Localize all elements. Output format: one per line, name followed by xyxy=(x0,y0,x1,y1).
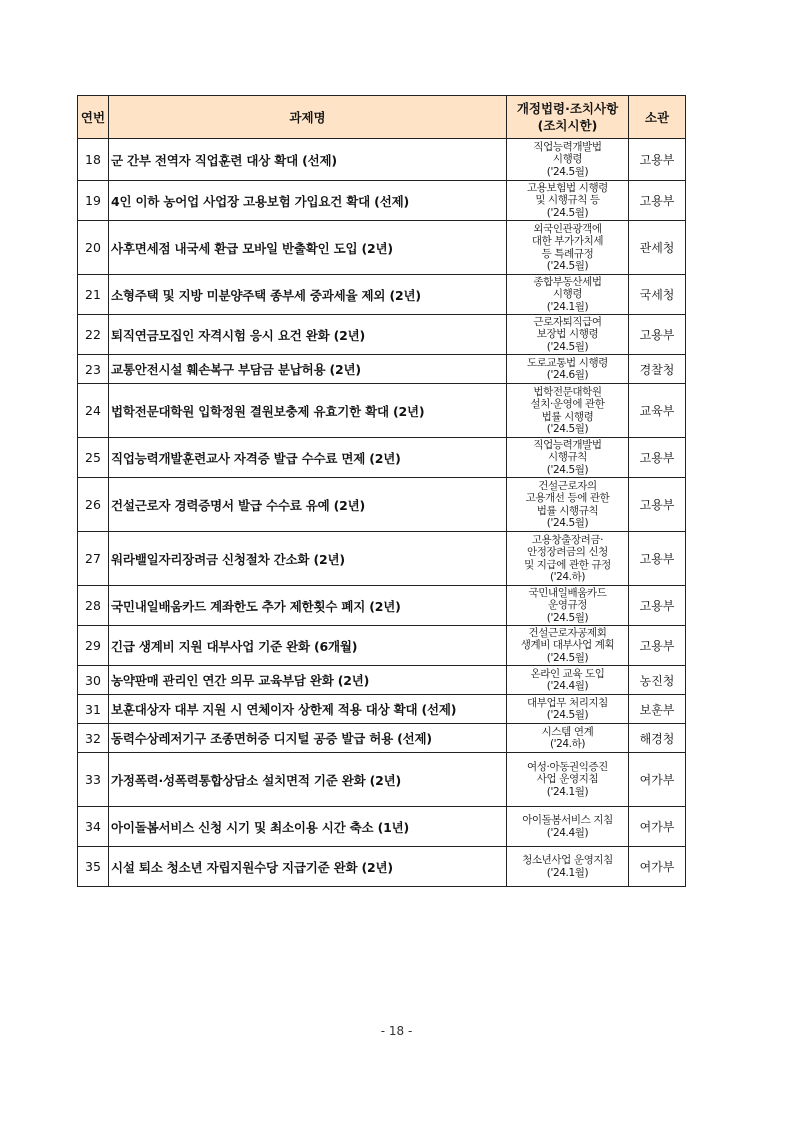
task-name: 아이돌봄서비스 신청 시기 및 최소이용 시간 축소 (1년) xyxy=(109,807,507,847)
law-action-line: 안정장려금의 신청 xyxy=(527,546,608,558)
header-task: 과제명 xyxy=(109,96,507,139)
table-header-row xyxy=(78,96,686,139)
table-row xyxy=(78,807,686,847)
law-action-cell xyxy=(507,532,629,586)
law-action-cell xyxy=(507,355,629,384)
agency: 고용부 xyxy=(629,586,686,626)
row-number: 27 xyxy=(78,532,109,586)
law-action-line: 법률 시행령 xyxy=(541,410,594,423)
task-name: 동력수상레저기구 조종면허증 디지털 공증 발급 허용 (선제) xyxy=(109,724,507,753)
law-action-line: 보장법 시행령 xyxy=(536,328,599,341)
table-row xyxy=(78,139,686,181)
header-law-line2: (조치시한) xyxy=(537,118,598,133)
law-action-line: ('24.6월) xyxy=(546,369,589,381)
law-action-line: ('24.하) xyxy=(549,571,586,583)
law-action-cell xyxy=(507,438,629,478)
law-action-line: 및 지급에 관한 규정 xyxy=(524,558,611,571)
row-number: 24 xyxy=(78,384,109,438)
law-action-line: 고용창출장려금· xyxy=(531,533,604,546)
agency: 경찰청 xyxy=(629,355,686,384)
task-name: 퇴직연금모집인 자격시험 응시 요건 완화 (2년) xyxy=(109,315,507,355)
agency: 여가부 xyxy=(629,753,686,807)
table-row xyxy=(78,532,686,586)
law-action-line: 국민내일배움카드 xyxy=(528,586,607,599)
table-row xyxy=(78,724,686,753)
law-action-line: 및 시행규칙 등 xyxy=(535,194,600,207)
law-action-line: 직업능력개발법 xyxy=(533,140,602,153)
law-action-cell xyxy=(507,586,629,626)
law-action-line: 건설근로자공제회 xyxy=(528,626,607,639)
agency: 고용부 xyxy=(629,532,686,586)
law-action-cell xyxy=(507,807,629,847)
row-number: 21 xyxy=(78,275,109,315)
law-action-line: 시행규칙 xyxy=(548,451,587,464)
table-row xyxy=(78,666,686,695)
law-action-line: 온라인 교육 도입 xyxy=(530,667,605,680)
law-action-line: 건설근로자의 xyxy=(538,479,597,492)
law-action-line: 직업능력개발법 xyxy=(533,438,602,451)
law-action-cell xyxy=(507,315,629,355)
table-row xyxy=(78,384,686,438)
law-action-line: 고용개선 등에 관한 xyxy=(525,492,610,504)
table-row xyxy=(78,847,686,887)
table-row xyxy=(78,586,686,626)
row-number: 22 xyxy=(78,315,109,355)
row-number: 28 xyxy=(78,586,109,626)
task-name: 군 간부 전역자 직업훈련 대상 확대 (선제) xyxy=(109,139,507,181)
law-action-line: ('24.5월) xyxy=(546,709,589,721)
law-action-line: 근로자퇴직급여 xyxy=(533,315,602,328)
law-action-line: 시행령 xyxy=(552,153,583,166)
law-action-line: 법학전문대학원 xyxy=(533,385,602,398)
row-number: 33 xyxy=(78,753,109,807)
law-action-cell xyxy=(507,478,629,532)
table-row xyxy=(78,695,686,724)
law-action-cell xyxy=(507,139,629,181)
law-action-line: 도로교통법 시행령 xyxy=(527,356,608,369)
page-number: - 18 - xyxy=(380,1024,413,1038)
table-row xyxy=(78,221,686,275)
row-number: 31 xyxy=(78,695,109,724)
table-row xyxy=(78,438,686,478)
table-row xyxy=(78,181,686,221)
row-number: 30 xyxy=(78,666,109,695)
law-action-line: 등 특례규정 xyxy=(541,247,594,260)
agency: 여가부 xyxy=(629,807,686,847)
task-name: 교통안전시설 훼손복구 부담금 분납허용 (2년) xyxy=(109,355,507,384)
law-action-line: ('24.5월) xyxy=(546,611,589,624)
law-action-line: 운영규정 xyxy=(548,599,587,612)
law-action-line: ('24.4월) xyxy=(546,826,589,839)
law-action-cell xyxy=(507,221,629,275)
law-action-line: ('24.5월) xyxy=(546,165,589,178)
law-action-line: 설치·운영에 관한 xyxy=(530,398,605,410)
law-action-line: 사업 운영지침 xyxy=(536,773,599,786)
law-action-cell xyxy=(507,847,629,887)
law-action-line: 대한 부가가치세 xyxy=(531,235,604,247)
law-action-line: 청소년사업 운영지침 xyxy=(522,854,613,866)
law-action-line: 법률 시행규칙 xyxy=(536,504,599,517)
table-row xyxy=(78,753,686,807)
law-action-line: 고용보험법 시행령 xyxy=(527,181,608,194)
law-action-line: ('24.5월) xyxy=(546,651,589,664)
task-name: 직업능력개발훈련교사 자격증 발급 수수료 면제 (2년) xyxy=(109,438,507,478)
table-row xyxy=(78,355,686,384)
law-action-cell xyxy=(507,666,629,695)
law-action-line: ('24.4월) xyxy=(546,680,589,692)
task-name: 농약판매 관리인 연간 의무 교육부담 완화 (2년) xyxy=(109,666,507,695)
row-number: 26 xyxy=(78,478,109,532)
task-name: 4인 이하 농어업 사업장 고용보험 가입요건 확대 (선제) xyxy=(109,181,507,221)
task-name: 법학전문대학원 입학정원 결원보충제 유효기한 확대 (2년) xyxy=(109,384,507,438)
row-number: 20 xyxy=(78,221,109,275)
law-action-line: ('24.5월) xyxy=(546,517,589,529)
law-action-cell xyxy=(507,181,629,221)
table-row xyxy=(78,275,686,315)
agency: 관세청 xyxy=(629,221,686,275)
law-action-line: 종합부동산세법 xyxy=(533,275,602,288)
agency: 고용부 xyxy=(629,139,686,181)
agency: 보훈부 xyxy=(629,695,686,724)
task-name: 보훈대상자 대부 지원 시 연체이자 상한제 적용 대상 확대 (선제) xyxy=(109,695,507,724)
law-action-line: ('24.1월) xyxy=(546,866,589,879)
law-action-cell xyxy=(507,724,629,753)
agency: 여가부 xyxy=(629,847,686,887)
header-no: 연번 xyxy=(78,96,109,139)
row-number: 34 xyxy=(78,807,109,847)
row-number: 35 xyxy=(78,847,109,887)
agency: 고용부 xyxy=(629,478,686,532)
agency: 고용부 xyxy=(629,315,686,355)
law-action-line: ('24.5월) xyxy=(546,423,589,435)
law-action-line: ('24.1월) xyxy=(546,300,589,313)
task-name: 가정폭력·성폭력통합상담소 설치면적 기준 완화 (2년) xyxy=(109,753,507,807)
task-name: 워라밸일자리장려금 신청절차 간소화 (2년) xyxy=(109,532,507,586)
law-action-line: 시스템 연계 xyxy=(541,725,594,738)
agency: 고용부 xyxy=(629,438,686,478)
law-action-line: 시행령 xyxy=(552,288,583,301)
law-action-line: ('24.5월) xyxy=(546,340,589,353)
law-action-line: 외국인관광객에 xyxy=(533,222,602,235)
row-number: 19 xyxy=(78,181,109,221)
law-action-line: ('24.5월) xyxy=(546,260,589,272)
task-name: 긴급 생계비 지원 대부사업 기준 완화 (6개월) xyxy=(109,626,507,666)
header-agency: 소관 xyxy=(629,96,686,139)
task-name: 사후면세점 내국세 환급 모바일 반출확인 도입 (2년) xyxy=(109,221,507,275)
row-number: 25 xyxy=(78,438,109,478)
table-row xyxy=(78,315,686,355)
header-law xyxy=(507,96,629,139)
law-action-cell xyxy=(507,753,629,807)
table-row xyxy=(78,626,686,666)
row-number: 32 xyxy=(78,724,109,753)
law-action-line: ('24.5월) xyxy=(546,463,589,476)
task-name: 건설근로자 경력증명서 발급 수수료 유예 (2년) xyxy=(109,478,507,532)
agency: 국세청 xyxy=(629,275,686,315)
task-name: 시설 퇴소 청소년 자립지원수당 지급기준 완화 (2년) xyxy=(109,847,507,887)
agency: 교육부 xyxy=(629,384,686,438)
law-action-cell xyxy=(507,695,629,724)
row-number: 29 xyxy=(78,626,109,666)
law-action-line: 생계비 대부사업 계획 xyxy=(520,639,615,652)
agency: 농진청 xyxy=(629,666,686,695)
agency: 고용부 xyxy=(629,626,686,666)
reform-task-table xyxy=(77,95,686,887)
law-action-cell xyxy=(507,275,629,315)
law-action-cell xyxy=(507,384,629,438)
row-number: 18 xyxy=(78,139,109,181)
law-action-line: ('24.1월) xyxy=(546,785,589,798)
law-action-line: ('24.하) xyxy=(549,738,586,750)
law-action-line: ('24.5월) xyxy=(546,206,589,219)
law-action-cell xyxy=(507,626,629,666)
law-action-line: 대부업무 처리지침 xyxy=(527,696,608,709)
row-number: 23 xyxy=(78,355,109,384)
agency: 해경청 xyxy=(629,724,686,753)
table-row xyxy=(78,478,686,532)
task-name: 소형주택 및 지방 미분양주택 종부세 중과세율 제외 (2년) xyxy=(109,275,507,315)
agency: 고용부 xyxy=(629,181,686,221)
law-action-line: 아이돌봄서비스 지침 xyxy=(522,814,613,826)
law-action-line: 여성·아동권익증진 xyxy=(527,760,608,773)
task-name: 국민내일배움카드 계좌한도 추가 제한횟수 폐지 (2년) xyxy=(109,586,507,626)
header-law-line1: 개정법령·조치사항 xyxy=(516,101,619,116)
